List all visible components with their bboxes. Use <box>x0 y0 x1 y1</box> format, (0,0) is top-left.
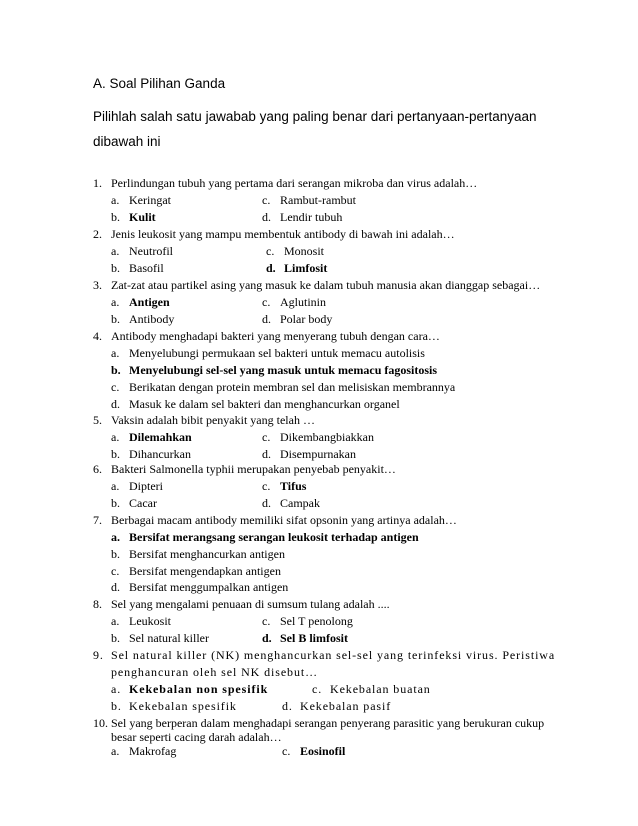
option-letter: d. <box>262 496 271 510</box>
question-text: Sel yang berperan dalam menghadapi serangan penyerang parasitic yang berukuran cukup <box>111 716 545 730</box>
option-letter: b. <box>111 547 120 561</box>
instruction-text: Pilihlah salah satu jawabab yang paling benar dari pertanyaan-pertanyaan dibawah ini <box>93 109 537 149</box>
option-letter: b. <box>111 261 120 275</box>
section-title: A. Soal Pilihan Ganda <box>93 76 226 91</box>
option-letter: a. <box>111 479 120 493</box>
option-text: Bersifat menghancurkan antigen <box>129 547 285 561</box>
option-text: Antibody <box>129 312 175 326</box>
option-letter: c. <box>262 295 271 309</box>
option-text: Bersifat menggumpalkan antigen <box>129 580 289 594</box>
option-letter: b. <box>111 631 120 645</box>
option-text: Cacar <box>129 496 157 510</box>
option-letter: a. <box>111 614 120 628</box>
option-letter: a. <box>111 682 122 696</box>
question-number: 2. <box>93 227 102 241</box>
option-letter: a. <box>111 744 120 758</box>
option-letter: d. <box>111 397 120 411</box>
option-letter: c. <box>266 244 275 258</box>
question-text: Jenis leukosit yang mampu membentuk antibody di bawah ini adalah… <box>111 227 455 241</box>
option-letter: a. <box>111 430 120 444</box>
option-letter: d. <box>262 312 271 326</box>
option-text: Tifus <box>280 479 307 493</box>
option-text: Sel T penolong <box>280 614 353 628</box>
option-text: Disempurnakan <box>280 447 356 461</box>
option-text: Kekebalan pasif <box>300 699 392 713</box>
option-letter: c. <box>111 380 120 394</box>
option-letter: d. <box>111 580 120 594</box>
option-text: Campak <box>280 496 320 510</box>
option-letter: d. <box>282 699 293 713</box>
option-letter: b. <box>111 312 120 326</box>
question-number: 3. <box>93 278 102 292</box>
question-text: Antibody menghadapi bakteri yang menyerang tubuh dengan cara… <box>111 329 440 343</box>
option-text: Keringat <box>129 193 171 207</box>
question-number: 6. <box>93 462 102 476</box>
option-text: Kekebalan spesifik <box>129 699 237 713</box>
question-text-continued: besar seperti cacing darah adalah… <box>111 730 282 744</box>
option-letter: d. <box>262 210 271 224</box>
option-letter: a. <box>111 193 120 207</box>
option-letter: c. <box>262 430 271 444</box>
option-letter: b. <box>111 363 121 377</box>
option-text: Limfosit <box>284 261 328 275</box>
option-letter: a. <box>111 530 120 544</box>
question-text: Sel yang mengalami penuaan di sumsum tulang adalah .... <box>111 597 390 611</box>
option-text: Sel B limfosit <box>280 631 348 645</box>
option-letter: c. <box>312 682 323 696</box>
question-number: 1. <box>93 176 102 190</box>
question-text: Zat-zat atau partikel asing yang masuk ke dalam tubuh manusia akan dianggap sebagai… <box>111 278 541 292</box>
option-text: Bersifat merangsang serangan leukosit terhadap antigen <box>129 530 419 544</box>
question-number: 10. <box>93 716 108 730</box>
option-text: Kekebalan non spesifik <box>129 682 269 696</box>
question-text: Vaksin adalah bibit penyakit yang telah … <box>111 413 315 427</box>
option-text: Monosit <box>284 244 325 258</box>
question-text: Sel natural killer (NK) menghancurkan sel-sel yang terinfeksi virus. Peristiwa <box>111 648 556 662</box>
option-text: Kulit <box>129 210 156 224</box>
option-letter: a. <box>111 346 120 360</box>
option-letter: c. <box>282 744 291 758</box>
question-number: 5. <box>93 413 102 427</box>
option-letter: b. <box>111 496 120 510</box>
option-text: Dihancurkan <box>129 447 191 461</box>
option-letter: c. <box>111 564 120 578</box>
option-text: Sel natural killer <box>129 631 209 645</box>
option-text: Kekebalan buatan <box>330 682 431 696</box>
option-letter: d. <box>262 631 272 645</box>
option-text: Aglutinin <box>280 295 327 309</box>
option-text: Rambut-rambut <box>280 193 356 207</box>
option-text: Masuk ke dalam sel bakteri dan menghancurkan organel <box>129 397 400 411</box>
option-text: Dikembangbiakkan <box>280 430 374 444</box>
option-letter: c. <box>262 479 271 493</box>
option-text: Dilemahkan <box>129 430 192 444</box>
question-number: 8. <box>93 597 102 611</box>
question-number: 9. <box>93 648 104 662</box>
question-number: 7. <box>93 513 102 527</box>
option-letter: a. <box>111 295 120 309</box>
option-letter: d. <box>262 447 271 461</box>
option-text: Polar body <box>280 312 333 326</box>
option-letter: c. <box>262 193 271 207</box>
option-letter: b. <box>111 447 120 461</box>
option-text: Makrofag <box>129 744 177 758</box>
option-letter: c. <box>262 614 271 628</box>
option-letter: b. <box>111 210 120 224</box>
option-text: Menyelubungi permukaan sel bakteri untuk memacu autolisis <box>129 346 425 360</box>
question-number: 4. <box>93 329 102 343</box>
option-text: Neutrofil <box>129 244 173 258</box>
option-letter: b. <box>111 699 122 713</box>
option-text: Antigen <box>129 295 170 309</box>
question-text: Bakteri Salmonella typhii merupakan penyebab penyakit… <box>111 462 396 476</box>
option-text: Lendir tubuh <box>280 210 343 224</box>
option-letter: a. <box>111 244 120 258</box>
question-text-continued: penghancuran oleh sel NK disebut… <box>111 665 318 679</box>
question-text: Perlindungan tubuh yang pertama dari serangan mikroba dan virus adalah… <box>111 176 478 190</box>
option-letter: d. <box>266 261 276 275</box>
option-text: Dipteri <box>129 479 163 493</box>
option-text: Eosinofil <box>300 744 346 758</box>
option-text: Leukosit <box>129 614 171 628</box>
option-text: Berikatan dengan protein membran sel dan melisiskan membrannya <box>129 380 456 394</box>
option-text: Bersifat mengendapkan antigen <box>129 564 281 578</box>
option-text: Basofil <box>129 261 164 275</box>
option-text: Menyelubungi sel-sel yang masuk untuk memacu fagositosis <box>129 363 438 377</box>
question-text: Berbagai macam antibody memiliki sifat opsonin yang artinya adalah… <box>111 513 457 527</box>
